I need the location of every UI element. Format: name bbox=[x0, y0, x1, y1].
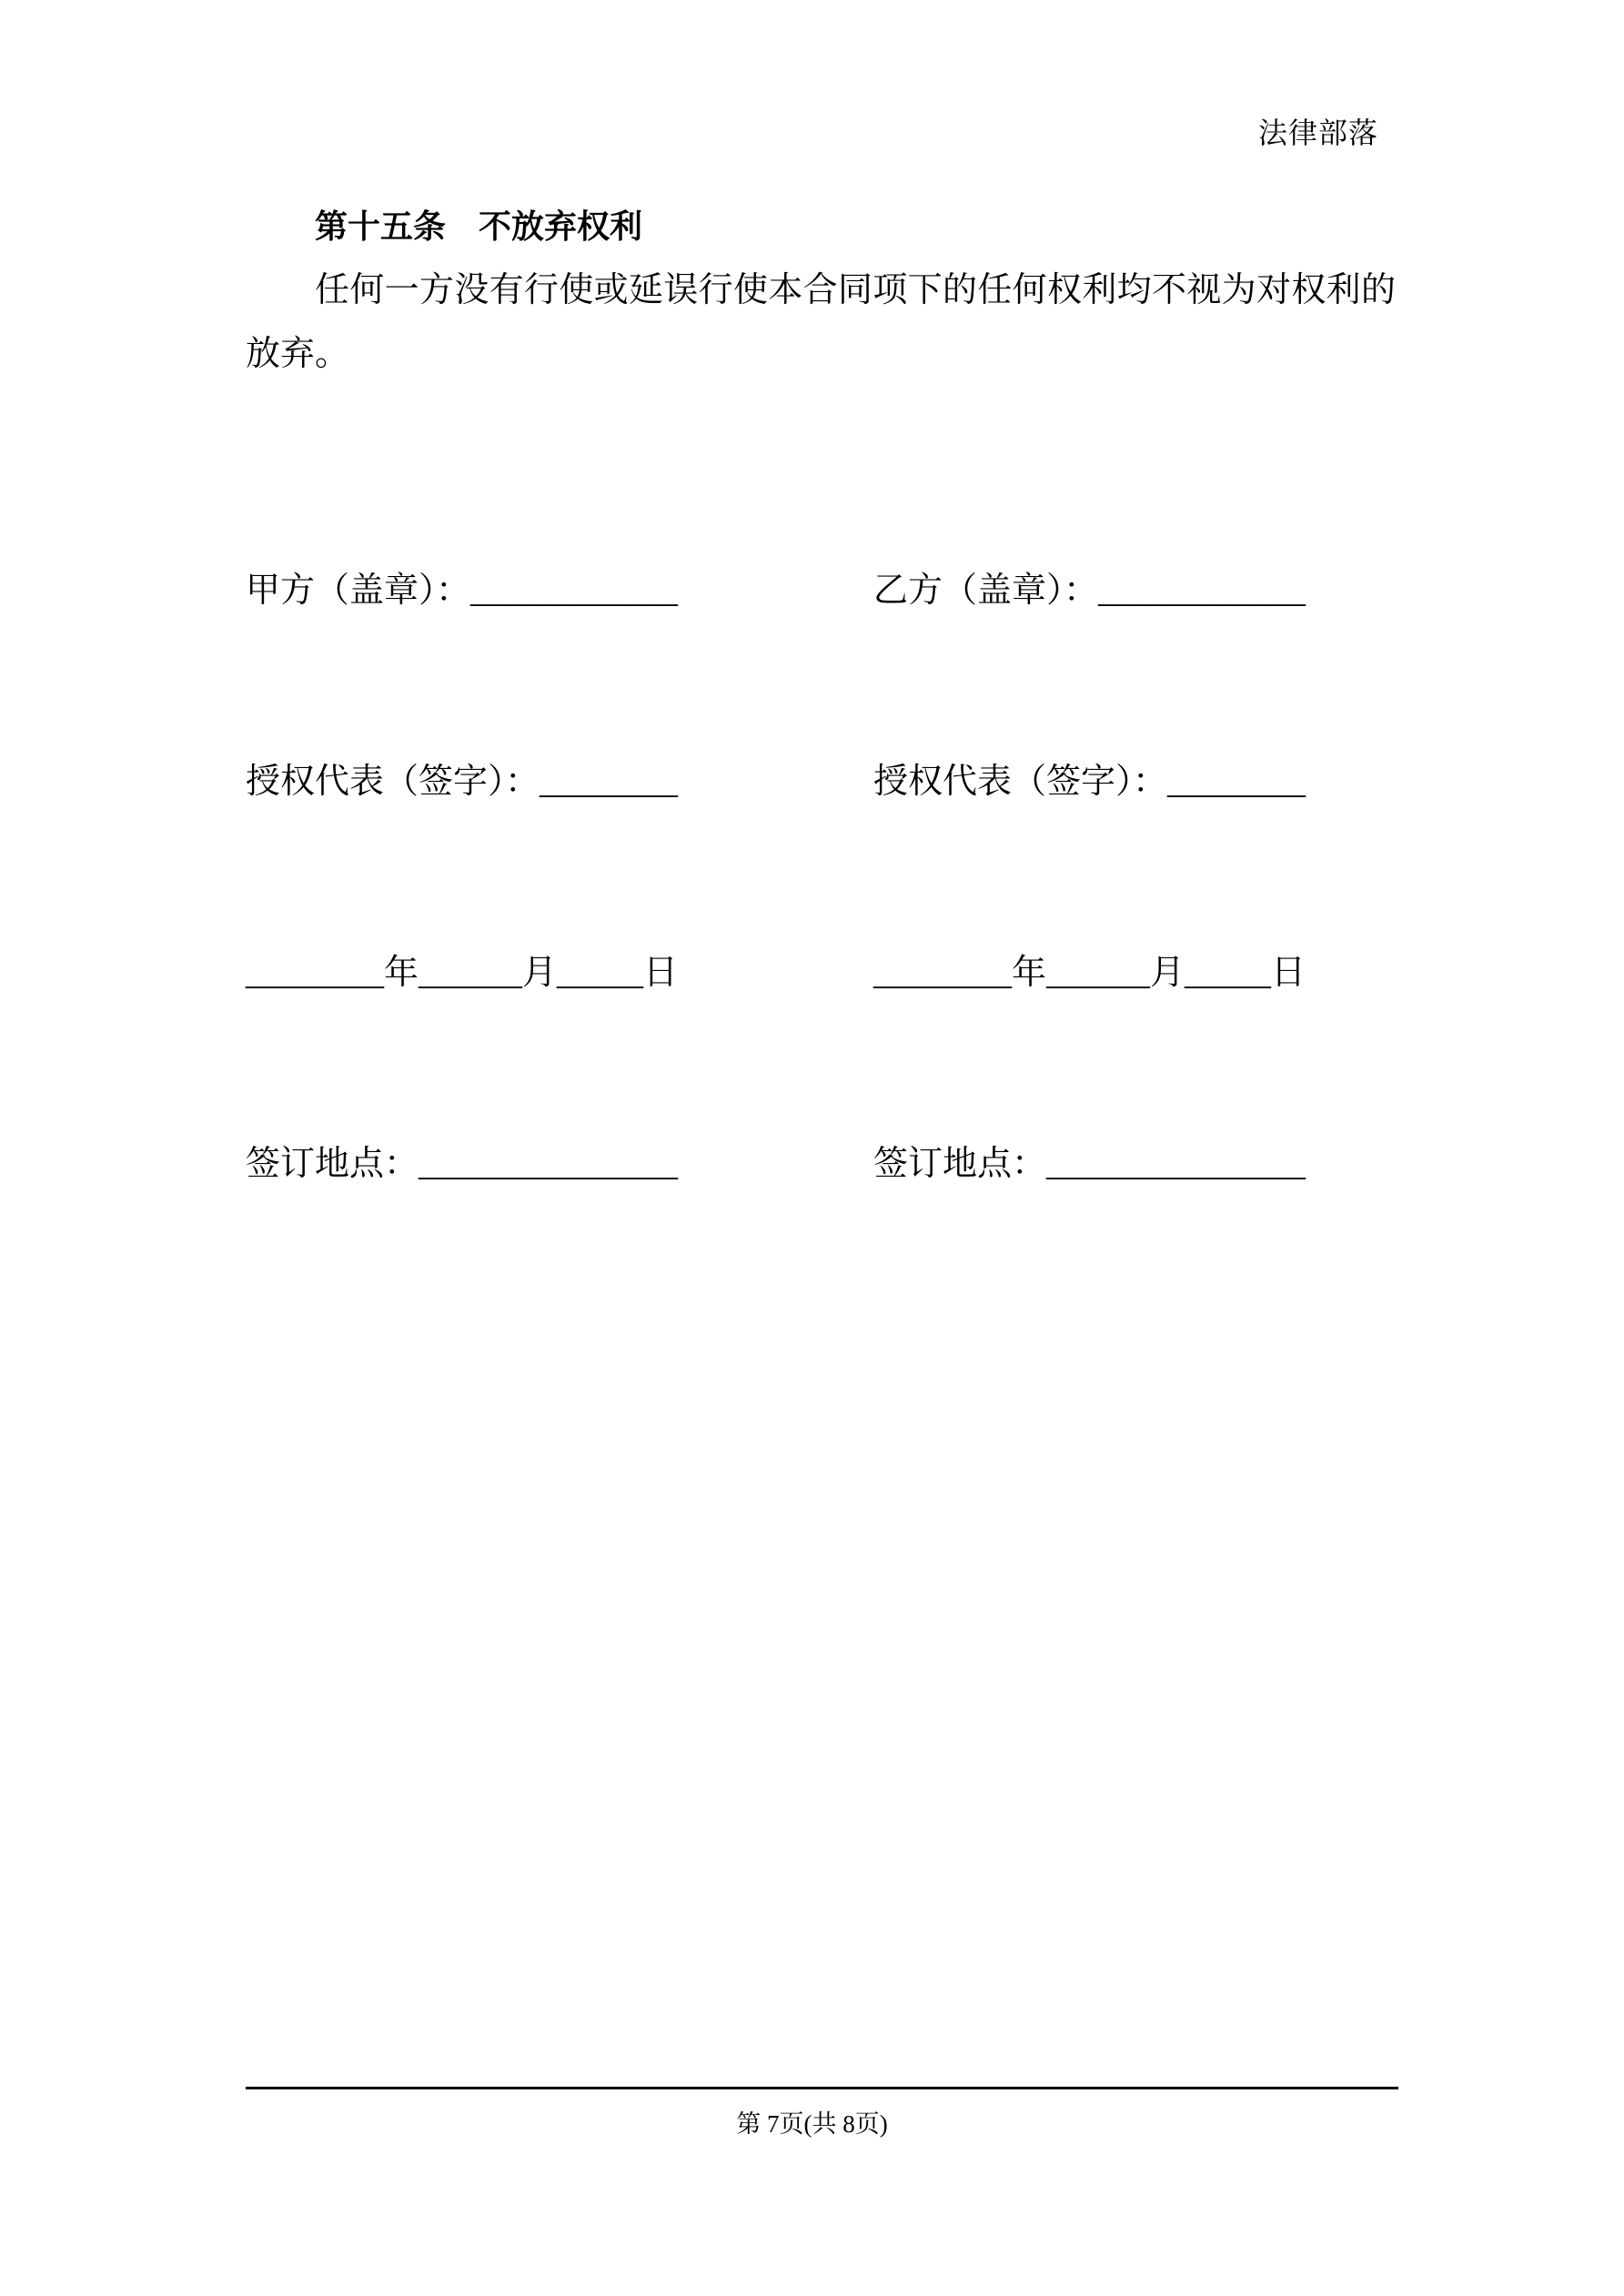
party-b-representative-line: 授权代表（签字）：________ bbox=[873, 763, 1306, 801]
footer-divider-line bbox=[246, 2087, 1398, 2089]
party-a-seal-line: 甲方（盖章）：____________ bbox=[246, 571, 679, 610]
article-title: 第十五条 不放弃权利 bbox=[315, 208, 643, 245]
party-b-seal-line: 乙方（盖章）：____________ bbox=[873, 571, 1306, 610]
footer-page-number: 第 7页(共 8页) bbox=[736, 2110, 888, 2138]
party-b-signature-block bbox=[873, 431, 1306, 1323]
party-b-signing-place-line: 签订地点：_______________ bbox=[873, 1145, 1306, 1183]
header-brand-text: 法律部落 bbox=[1257, 116, 1378, 149]
party-a-signing-place-line: 签订地点：_______________ bbox=[246, 1145, 679, 1183]
party-a-date-line: ________年______月_____日 bbox=[246, 954, 679, 992]
party-a-signature-block bbox=[246, 431, 678, 1323]
article-body-paragraph: 任何一方没有行使或延误行使本合同项下的任何权利均不视为对权利的放弃。 bbox=[246, 271, 1396, 373]
party-a-representative-line: 授权代表（签字）：________ bbox=[246, 763, 679, 801]
party-b-date-line: ________年______月_____日 bbox=[873, 954, 1306, 992]
